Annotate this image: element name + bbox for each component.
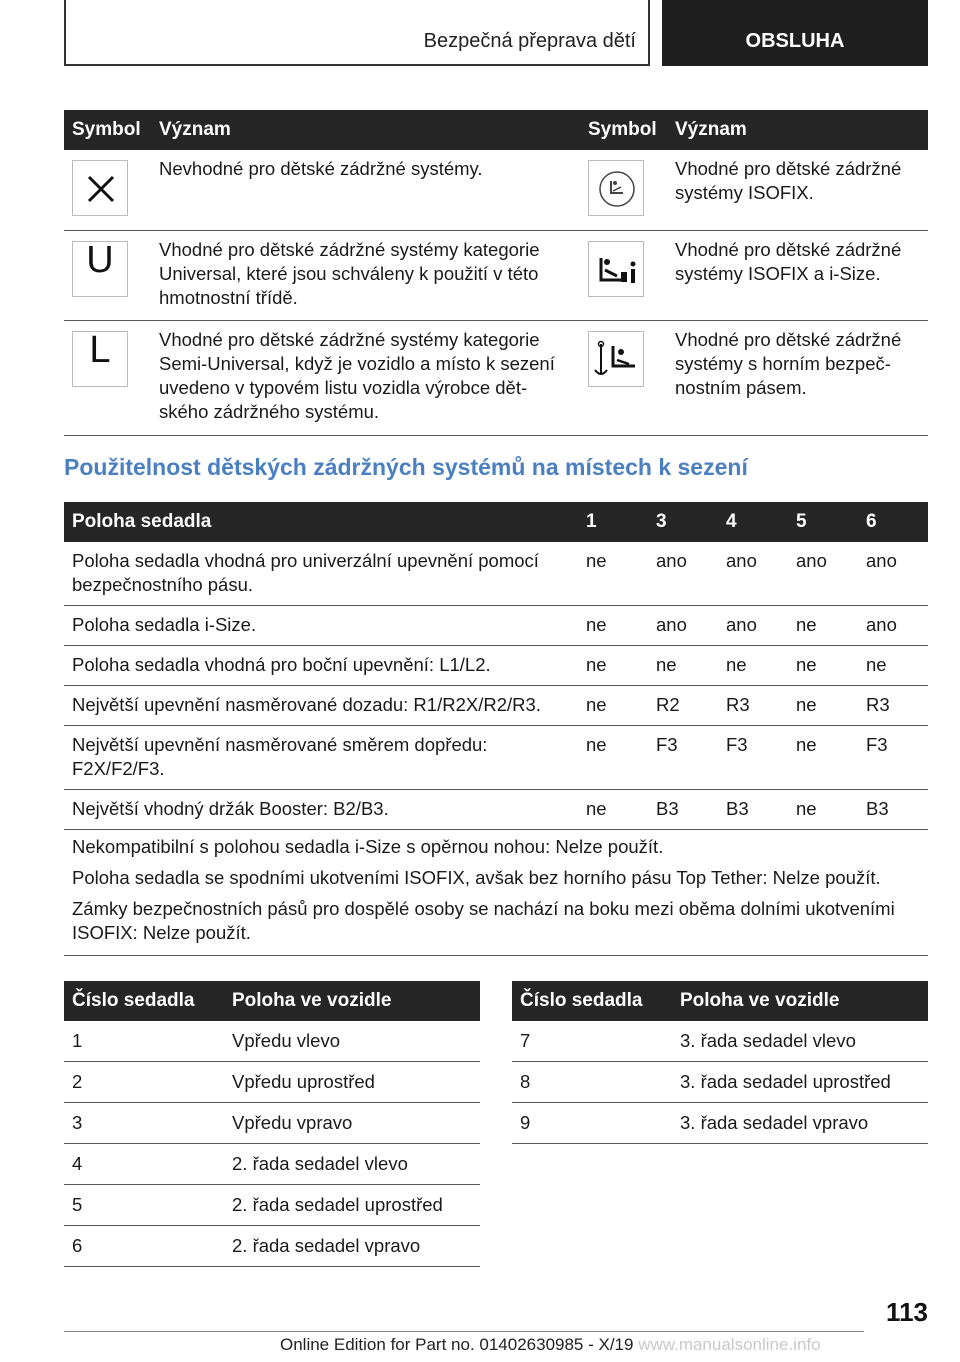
position-value: ano — [788, 542, 858, 606]
col-header-position: Poloha sedadla — [64, 502, 578, 542]
seat-positions-table — [64, 502, 928, 956]
position-label: Největší upevnění nasměrované směrem dopředu: F2X/F2/F3. — [64, 726, 578, 790]
table-row — [64, 606, 928, 646]
table-note: Zámky bezpečnostních pásů pro dospělé osoby se nachází na boku mezi oběma dolními ukotveními ISOFIX: Nelze použít. — [64, 892, 928, 956]
footer-url: www.manualsonline.info — [638, 1335, 821, 1354]
symbols-table — [64, 110, 928, 436]
position-value: ano — [718, 542, 788, 606]
table-note: Poloha sedadla se spodními ukotveními ISOFIX, avšak bez horního pásu Top Tether: Nelze použít. — [72, 867, 881, 888]
table-row — [64, 686, 928, 726]
position-value: ne — [788, 686, 858, 726]
table-row — [64, 1226, 480, 1267]
position-value: ano — [858, 542, 928, 606]
position-label: Poloha sedadla vhodná pro boční upevnění: L1/L2. — [64, 646, 578, 686]
footer — [280, 1335, 821, 1355]
seat-number: 3 — [64, 1103, 224, 1144]
col-header-seat-1: 1 — [578, 502, 648, 542]
table-row — [64, 1185, 480, 1226]
position-label: Poloha sedadla vhodná pro univerzální upevnění pomocí bezpečnostního pásu. — [64, 542, 578, 606]
col-header-seat-3: 3 — [648, 502, 718, 542]
position-value: ne — [578, 542, 648, 606]
position-value: F3 — [858, 726, 928, 790]
position-value: ne — [578, 726, 648, 790]
table-row — [64, 790, 928, 830]
header-section-box — [662, 0, 928, 66]
position-value: R3 — [718, 686, 788, 726]
table-row — [512, 1021, 928, 1062]
header-chapter-box — [64, 0, 650, 66]
seat-location: 2. řada sedadel vpravo — [224, 1226, 480, 1267]
seat-location: Vpředu uprostřed — [224, 1062, 480, 1103]
seat-location: 2. řada sedadel vlevo — [224, 1144, 480, 1185]
col-header-meaning: Význam — [151, 110, 580, 150]
position-value: B3 — [718, 790, 788, 830]
position-label: Poloha sedadla i-Size. — [64, 606, 578, 646]
x-cross-icon — [72, 160, 128, 216]
seat-number: 2 — [64, 1062, 224, 1103]
seat-location: Vpředu vlevo — [224, 1021, 480, 1062]
position-value: ne — [788, 726, 858, 790]
page-number: 113 — [886, 1297, 928, 1327]
symbol-letter: U — [86, 239, 114, 281]
symbol-meaning: Nevhodné pro dětské zádržné systémy. — [151, 150, 580, 231]
col-header-seat-number: Číslo sedadla — [64, 981, 224, 1021]
table-row — [64, 542, 928, 606]
position-label: Největší vhodný držák Booster: B2/B3. — [64, 790, 578, 830]
table-row — [512, 1103, 928, 1144]
table-note-row — [64, 830, 928, 862]
position-value: ne — [578, 646, 648, 686]
symbol-meaning: Vhodné pro dětské zádržné systémy ISOFIX. — [667, 150, 928, 231]
seat-number: 9 — [512, 1103, 672, 1144]
section-heading: Použitelnost dětských zádržných systémů na místech k sezení — [64, 454, 748, 480]
position-value: ano — [718, 606, 788, 646]
position-value: ano — [648, 606, 718, 646]
col-header-symbol-2: Symbol — [580, 110, 667, 150]
table-row — [64, 150, 928, 231]
position-value: ne — [718, 646, 788, 686]
footer-edition: Online Edition for Part no. 01402630985 - X/19 — [280, 1335, 634, 1354]
seat-location: 2. řada sedadel uprostřed — [224, 1185, 480, 1226]
position-value: R2 — [648, 686, 718, 726]
position-value: ne — [788, 606, 858, 646]
position-value: ne — [578, 686, 648, 726]
table-row — [64, 1021, 480, 1062]
isofix-isize-icon — [588, 241, 644, 297]
symbol-meaning: Vhodné pro dětské zádržné systémy kategorie Universal, které jsou schváleny k použití v této hmotnostní třídě. — [151, 231, 580, 321]
table-row — [64, 646, 928, 686]
seat-number: 8 — [512, 1062, 672, 1103]
position-value: ne — [788, 646, 858, 686]
position-value: B3 — [648, 790, 718, 830]
position-value: F3 — [718, 726, 788, 790]
symbol-meaning: Vhodné pro dětské zádržné systémy ISOFIX a i-Size. — [667, 231, 928, 321]
table-row — [64, 1062, 480, 1103]
table-row — [64, 1103, 480, 1144]
semi-universal-l-icon — [72, 331, 128, 387]
chapter-title: Bezpečná přeprava dětí — [423, 30, 636, 52]
table-row — [64, 231, 928, 321]
isofix-icon — [588, 160, 644, 216]
symbol-letter: L — [89, 329, 111, 371]
seat-numbers-table-left — [64, 981, 480, 1267]
col-header-meaning-2: Význam — [667, 110, 928, 150]
seat-number: 4 — [64, 1144, 224, 1185]
position-value: ne — [578, 790, 648, 830]
seat-location: 3. řada sedadel uprostřed — [672, 1062, 928, 1103]
position-value: F3 — [648, 726, 718, 790]
position-value: R3 — [858, 686, 928, 726]
col-header-seat-location: Poloha ve vozidle — [224, 981, 480, 1021]
seat-location: Vpředu vpravo — [224, 1103, 480, 1144]
table-row — [64, 1144, 480, 1185]
seat-number: 6 — [64, 1226, 224, 1267]
seat-number: 7 — [512, 1021, 672, 1062]
position-value: B3 — [858, 790, 928, 830]
footer-divider — [64, 1331, 864, 1332]
position-value: ne — [578, 606, 648, 646]
table-row — [64, 321, 928, 436]
symbol-meaning: Vhodné pro dětské zádržné systémy kategorie Semi-Universal, když je vozidlo a místo k sezení uvedeno v typovém listu vozidla výrobce dět-ského zádržného systému. — [151, 321, 580, 436]
position-value: ne — [858, 646, 928, 686]
col-header-seat-6: 6 — [858, 502, 928, 542]
position-value: ano — [648, 542, 718, 606]
symbol-meaning: Vhodné pro dětské zádržné systémy s horním bezpeč-nostním pásem. — [667, 321, 928, 436]
position-value: ano — [858, 606, 928, 646]
seat-number: 5 — [64, 1185, 224, 1226]
seat-location: 3. řada sedadel vpravo — [672, 1103, 928, 1144]
col-header-seat-location: Poloha ve vozidle — [672, 981, 928, 1021]
table-note-row — [64, 892, 928, 956]
position-label: Největší upevnění nasměrované dozadu: R1/R2X/R2/R3. — [64, 686, 578, 726]
seat-number: 1 — [64, 1021, 224, 1062]
col-header-seat-number: Číslo sedadla — [512, 981, 672, 1021]
universal-u-icon — [72, 241, 128, 297]
table-note-row — [64, 861, 928, 892]
col-header-seat-4: 4 — [718, 502, 788, 542]
col-header-symbol: Symbol — [64, 110, 151, 150]
position-value: ne — [788, 790, 858, 830]
section-label: OBSLUHA — [745, 30, 845, 52]
col-header-seat-5: 5 — [788, 502, 858, 542]
table-note: Nekompatibilní s polohou sedadla i-Size s opěrnou nohou: Nelze použít. — [72, 836, 664, 857]
seat-numbers-table-right — [512, 981, 928, 1144]
top-tether-icon — [588, 331, 644, 387]
table-row — [512, 1062, 928, 1103]
seat-location: 3. řada sedadel vlevo — [672, 1021, 928, 1062]
table-row — [64, 726, 928, 790]
position-value: ne — [648, 646, 718, 686]
